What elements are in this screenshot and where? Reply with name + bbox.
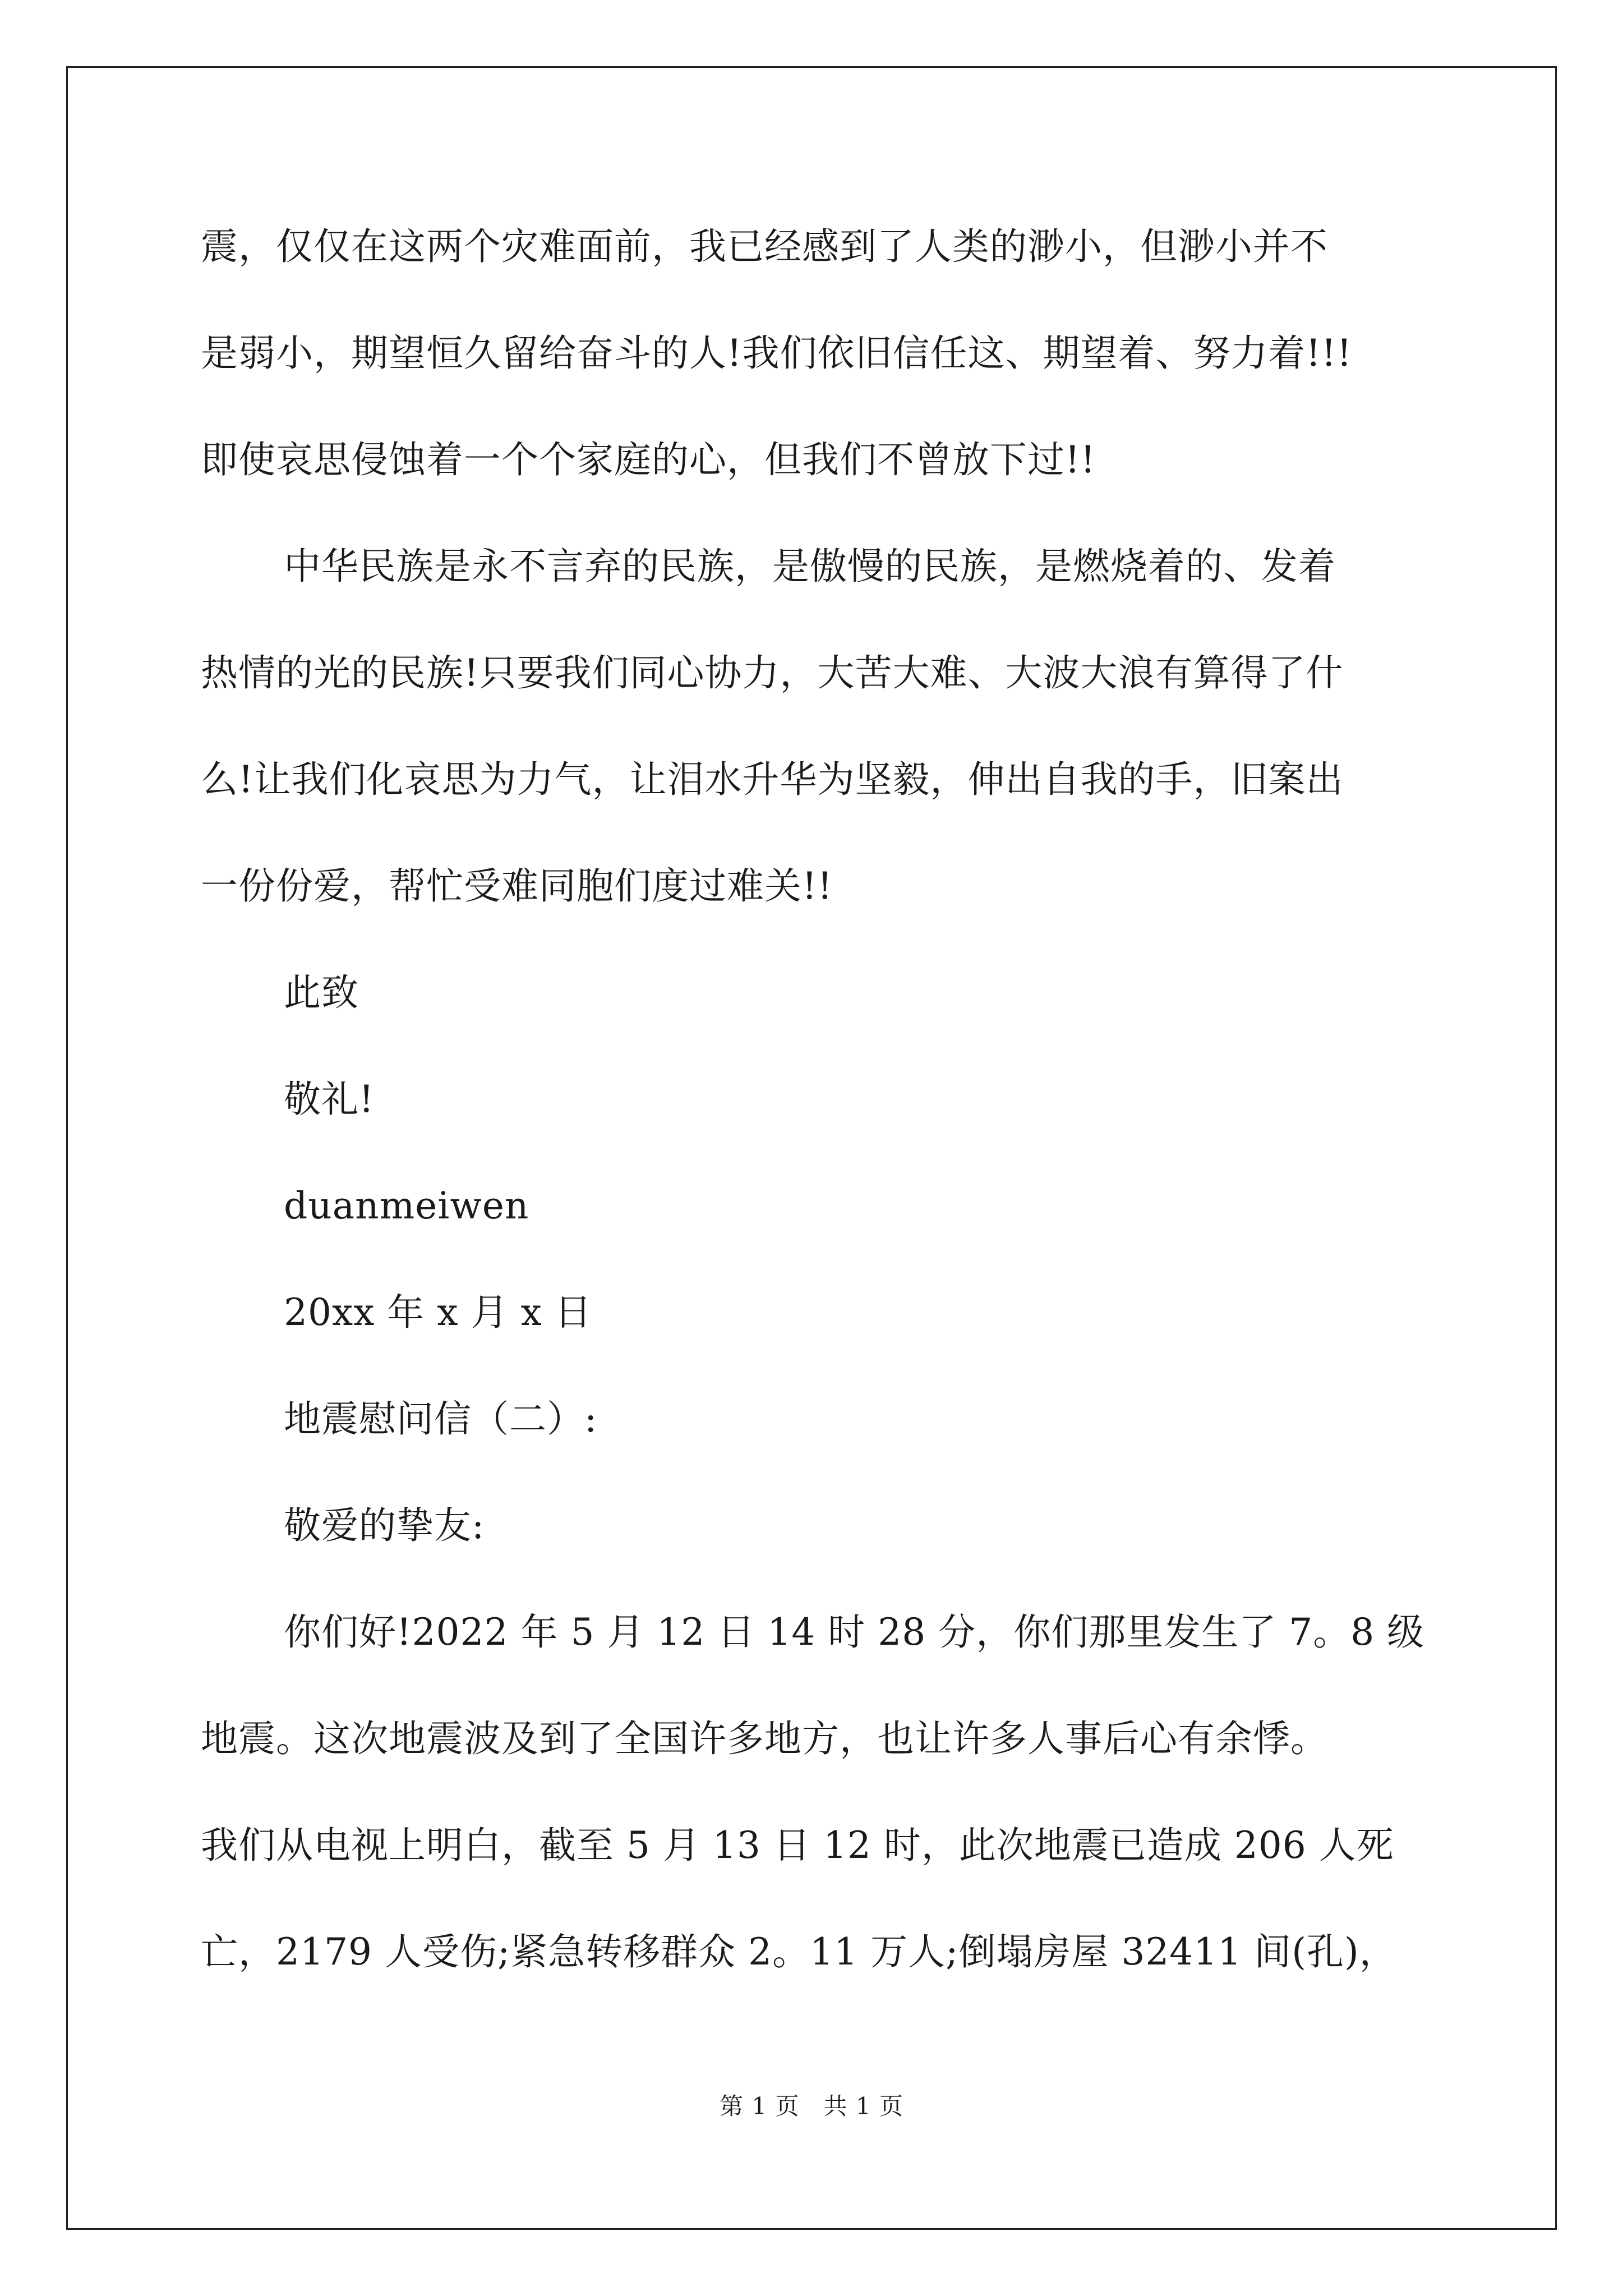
paragraph-start-line: 中华民族是永不言弃的民族，是傲慢的民族，是燃烧着的、发着 <box>284 545 1336 588</box>
text-line: 热情的光的民族!只要我们同心协力，大苦大难、大波大浪有算得了什 <box>201 651 1344 694</box>
text-line: 是弱小，期望恒久留给奋斗的人!我们依旧信任这、期望着、努力着!!! <box>201 332 1353 375</box>
text-line: 震，仅仅在这两个灾难面前，我已经感到了人类的渺小，但渺小并不 <box>201 225 1328 268</box>
signature: duanmeiwen <box>284 1184 529 1227</box>
text-line: 一份份爱，帮忙受难同胞们度过难关!! <box>201 864 833 908</box>
text-line: 亡，2179 人受伤;紧急转移群众 2。11 万人;倒塌房屋 32411 间(孔)， <box>201 1930 1397 1973</box>
closing-salutation: 此致 <box>284 971 359 1014</box>
page-number-footer: 第 1 页 共 1 页 <box>720 2092 903 2120</box>
date-line: 20xx 年 x 月 x 日 <box>284 1291 592 1334</box>
text-line: 么!让我们化哀思为力气，让泪水升华为坚毅，伸出自我的手，旧案出 <box>201 758 1344 801</box>
closing-regards: 敬礼! <box>284 1078 375 1121</box>
section-heading: 地震慰问信（二）: <box>284 1397 598 1441</box>
paragraph-start-line: 你们好!2022 年 5 月 12 日 14 时 28 分，你们那里发生了 7。8 级 <box>284 1611 1425 1654</box>
text-line: 即使哀思侵蚀着一个个家庭的心，但我们不曾放下过!! <box>201 438 1096 481</box>
greeting: 敬爱的挚友: <box>284 1504 485 1547</box>
document-body <box>201 220 1479 2032</box>
text-line: 我们从电视上明白，截至 5 月 13 日 12 时，此次地震已造成 206 人死 <box>201 1824 1394 1867</box>
text-line: 地震。这次地震波及到了全国许多地方，也让许多人事后心有余悸。 <box>201 1717 1328 1760</box>
